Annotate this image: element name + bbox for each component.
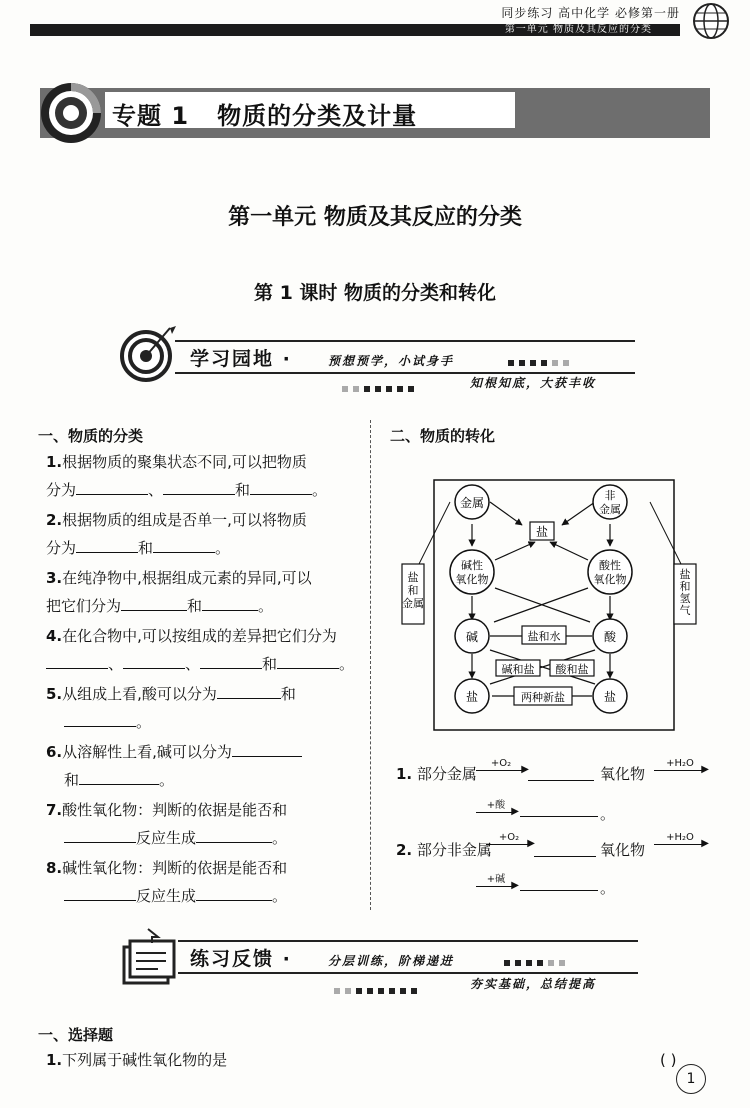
arrow-base-2: +碱 ▶ bbox=[476, 870, 516, 887]
label-salt-metal-1: 盐 bbox=[407, 571, 419, 584]
study-square-row-bottom bbox=[342, 378, 419, 397]
practice-slogan-top: 分层训练，阶梯递进 bbox=[328, 954, 455, 968]
study-square-row-top bbox=[508, 352, 574, 371]
blank-r1-1 bbox=[528, 780, 594, 781]
label-salt-metal-2: 和 bbox=[407, 584, 419, 597]
globe-icon bbox=[692, 2, 730, 40]
label-base-salt: 碱和盐 bbox=[501, 663, 535, 676]
oxide-label-2: 氧化物 bbox=[600, 841, 646, 859]
question-1: 1.根据物质的聚集状态不同,可以把物质 分为 、 和 。 bbox=[46, 453, 328, 499]
label-nonmetal-2: 金属 bbox=[599, 503, 621, 516]
r2-end: 。 bbox=[600, 879, 616, 897]
arrow-acid-1: +酸 ▶ bbox=[476, 796, 516, 813]
question-2: 2.根据物质的组成是否单一,可以将物质 分为 和 。 bbox=[46, 511, 307, 557]
target-icon bbox=[118, 322, 178, 384]
choice-heading: 一、选择题 bbox=[38, 1026, 114, 1044]
practice-slogan-bottom: 夯实基础，总结提高 bbox=[470, 977, 597, 991]
page-number: 1 bbox=[676, 1064, 706, 1094]
blank-r1-2 bbox=[520, 816, 598, 817]
label-two-salts: 两种新盐 bbox=[521, 691, 565, 704]
question-6: 6.从溶解性上看,碱可以分为 和 。 bbox=[46, 742, 366, 790]
practice-square-row-bottom bbox=[334, 980, 422, 999]
study-section-title: 学习园地 · bbox=[190, 348, 292, 370]
acidic-oxide-to-salt-arrow bbox=[550, 542, 588, 560]
label-acidic-oxide-2: 氧化物 bbox=[593, 573, 627, 586]
arrow-o2-1: +O₂ ▶ bbox=[476, 758, 526, 771]
topic-title bbox=[112, 96, 417, 131]
label-basic-oxide-1: 碱性 bbox=[461, 559, 483, 572]
answer-bracket: ( ) bbox=[660, 1051, 677, 1069]
label-salt-h2-1: 盐 bbox=[679, 568, 691, 581]
node-basic-oxide bbox=[450, 550, 494, 594]
r1-end: 。 bbox=[600, 805, 616, 823]
label-acidic-oxide-1: 酸性 bbox=[599, 559, 621, 572]
node-acidic-oxide bbox=[588, 550, 632, 594]
question-8: 8.碱性氧化物：判断的依据是能否和 反应生成 。 bbox=[46, 859, 288, 905]
label-salt-h2-2: 和 bbox=[679, 580, 691, 593]
lesson-title: 第 1 课时 物质的分类和转化 bbox=[253, 282, 497, 304]
label-salt-metal-3: 金属 bbox=[402, 597, 424, 610]
question-4: 4.在化合物中,可以按组成的差异把它们分为 、 、 和 。 bbox=[46, 627, 355, 673]
conversion-2: 2. 部分非金属 bbox=[396, 841, 492, 859]
question-5: 5.从组成上看,酸可以分为 和 。 bbox=[46, 685, 296, 731]
label-salt-h2-3: 氢 bbox=[679, 592, 691, 605]
choice-question-1: 1.下列属于碱性氧化物的是 bbox=[46, 1051, 228, 1069]
side-arrow-left bbox=[416, 502, 450, 570]
blank-r2-1 bbox=[534, 856, 596, 857]
left-heading: 一、物质的分类 bbox=[38, 427, 144, 445]
label-salt-right: 盐 bbox=[603, 690, 617, 704]
label-acid: 酸 bbox=[603, 630, 617, 644]
label-basic-oxide-2: 氧化物 bbox=[455, 573, 489, 586]
label-base: 碱 bbox=[465, 630, 479, 644]
folder-icon bbox=[118, 925, 180, 987]
book-header: 同步练习 高中化学 必修第一册 bbox=[501, 6, 680, 20]
study-slogan-bottom: 知根知底，大获丰收 bbox=[470, 376, 597, 390]
label-salt-left: 盐 bbox=[465, 690, 479, 704]
side-arrow-right bbox=[650, 502, 684, 570]
topic-label: 专题 1 bbox=[112, 102, 190, 130]
arrow-h2o-1: +H₂O ▶ bbox=[654, 758, 706, 771]
study-slogan-top: 预想预学，小试身手 bbox=[328, 354, 455, 368]
practice-section-title: 练习反馈 · bbox=[190, 948, 292, 970]
basic-oxide-to-salt-arrow bbox=[495, 542, 535, 560]
question-3: 3.在纯净物中,根据组成元素的异同,可以 把它们分为 和 。 bbox=[46, 569, 312, 615]
label-acid-salt: 酸和盐 bbox=[555, 663, 589, 676]
metal-to-salt-arrow bbox=[490, 502, 522, 525]
column-divider bbox=[370, 420, 371, 910]
unit-title: 第一单元 物质及其反应的分类 bbox=[228, 205, 522, 230]
label-nonmetal-1: 非 bbox=[604, 489, 616, 502]
topic-name: 物质的分类及计量 bbox=[217, 102, 418, 130]
right-heading: 二、物质的转化 bbox=[390, 427, 496, 445]
practice-square-row-top bbox=[504, 952, 570, 971]
label-salt-water: 盐和水 bbox=[527, 630, 561, 643]
blank-r2-2 bbox=[520, 890, 598, 891]
unit-strip: 第一单元 物质及其反应的分类 bbox=[30, 24, 680, 36]
oxide-label-1: 氧化物 bbox=[600, 765, 646, 783]
question-7: 7.酸性氧化物：判断的依据是能否和 反应生成 。 bbox=[46, 801, 288, 847]
label-salt-top: 盐 bbox=[535, 525, 549, 539]
nonmetal-to-salt-arrow bbox=[562, 502, 595, 525]
topic-logo-icon bbox=[38, 80, 104, 146]
arrow-o2-2: +O₂ ▶ bbox=[486, 832, 532, 845]
label-salt-h2-4: 气 bbox=[679, 604, 691, 617]
conversion-1: 1. 部分金属 bbox=[396, 765, 477, 783]
label-metal: 金属 bbox=[459, 496, 485, 510]
arrow-h2o-2: +H₂O ▶ bbox=[654, 832, 706, 845]
conversion-diagram bbox=[400, 470, 700, 732]
